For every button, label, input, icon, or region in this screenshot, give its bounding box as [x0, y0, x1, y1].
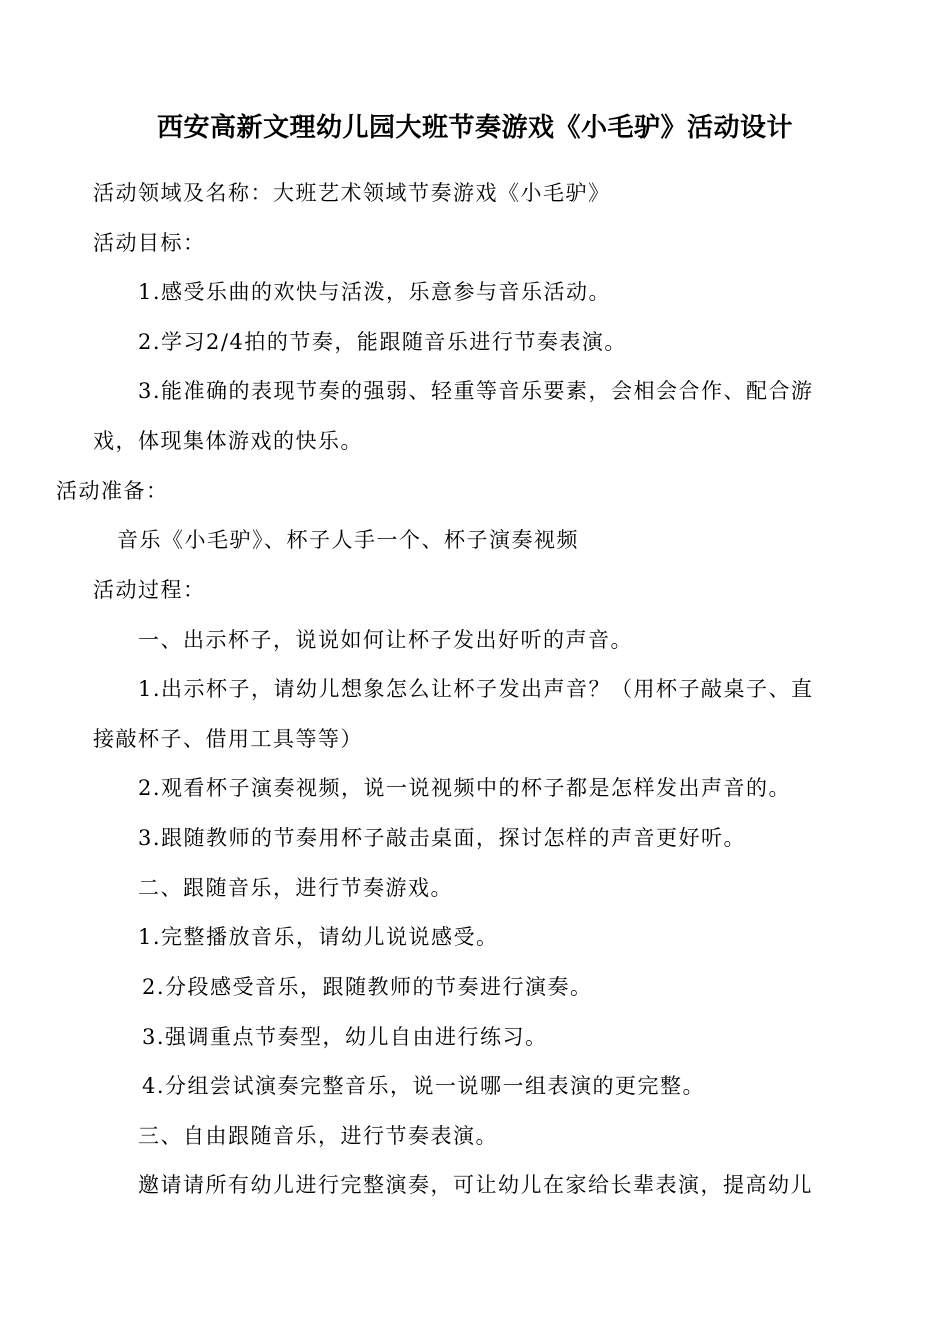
process-step-2-item-2: 2.分段感受音乐，跟随教师的节奏进行演奏。 — [142, 975, 593, 999]
section-heading-process: 活动过程： — [93, 578, 206, 602]
goal-item-1: 1.感受乐曲的欢快与活泼，乐意参与音乐活动。 — [138, 280, 612, 304]
process-step-1-heading: 一、出示杯子，说说如何让杯子发出好听的声音。 — [138, 628, 633, 652]
process-step-2-heading: 二、跟随音乐，进行节奏游戏。 — [138, 876, 453, 900]
process-step-3-body: 邀请请所有幼儿进行完整演奏，可让幼儿在家给长辈表演，提高幼儿 — [138, 1173, 813, 1197]
section-heading-preparation: 活动准备： — [56, 479, 169, 503]
process-step-2-item-4: 4.分组尝试演奏完整音乐，说一说哪一组表演的更完整。 — [142, 1074, 706, 1098]
process-step-1-item-3: 3.跟随教师的节奏用杯子敲击桌面，探讨怎样的声音更好听。 — [138, 826, 747, 850]
document-title: 西安高新文理幼儿园大班节奏游戏《小毛驴》活动设计 — [156, 113, 793, 143]
goal-item-2: 2.学习2/4拍的节奏，能跟随音乐进行节奏表演。 — [138, 330, 627, 354]
activity-name-line: 活动领域及名称：大班艺术领域节奏游戏《小毛驴》 — [93, 181, 611, 205]
process-step-2-item-3: 3.强调重点节奏型，幼儿自由进行练习。 — [142, 1025, 548, 1049]
process-step-1-item-2: 2.观看杯子演奏视频，说一说视频中的杯子都是怎样发出声音的。 — [138, 776, 792, 800]
preparation-materials: 音乐《小毛驴》、杯子人手一个、杯子演奏视频 — [117, 528, 579, 552]
process-step-3-heading: 三、自由跟随音乐，进行节奏表演。 — [138, 1124, 498, 1148]
section-heading-goals: 活动目标： — [93, 231, 206, 255]
process-step-2-item-1: 1.完整播放音乐，请幼儿说说感受。 — [138, 925, 499, 949]
process-step-1-item-1: 1.出示杯子，请幼儿想象怎么让杯子发出声音？（用杯子敲桌子、直 — [138, 677, 814, 701]
goal-item-3: 3.能准确的表现节奏的强弱、轻重等音乐要素，会相会合作、配合游 — [138, 379, 814, 403]
process-step-1-item-1-continued: 接敲杯子、借用工具等等） — [93, 727, 363, 751]
goal-item-3-continued: 戏，体现集体游戏的快乐。 — [93, 429, 363, 453]
